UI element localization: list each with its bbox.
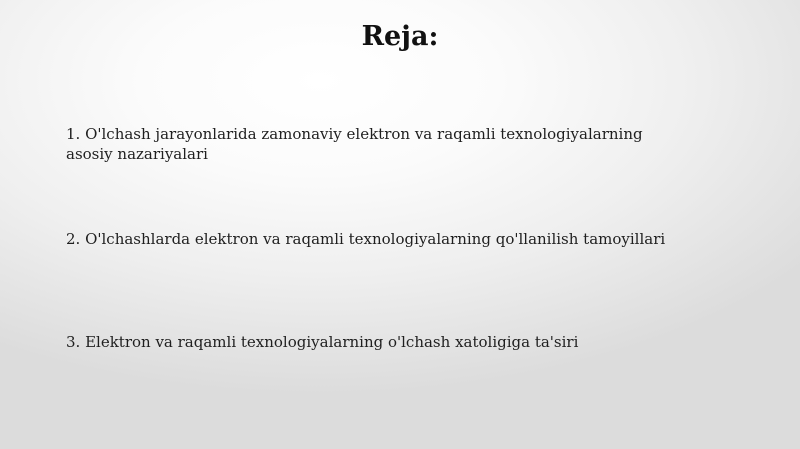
- slide-title: Reja:: [361, 21, 439, 52]
- plan-item-1: 1. O'lchash jarayonlarida zamonaviy elektron va raqamli texnologiyalarning asosiy nazariyalari: [66, 125, 643, 163]
- plan-item-3: 3. Elektron va raqamli texnologiyalarning o'lchash xatoligiga ta'siri: [66, 333, 579, 351]
- plan-item-2: 2. O'lchashlarda elektron va raqamli texnologiyalarning qo'llanilish tamoyillari: [66, 230, 666, 248]
